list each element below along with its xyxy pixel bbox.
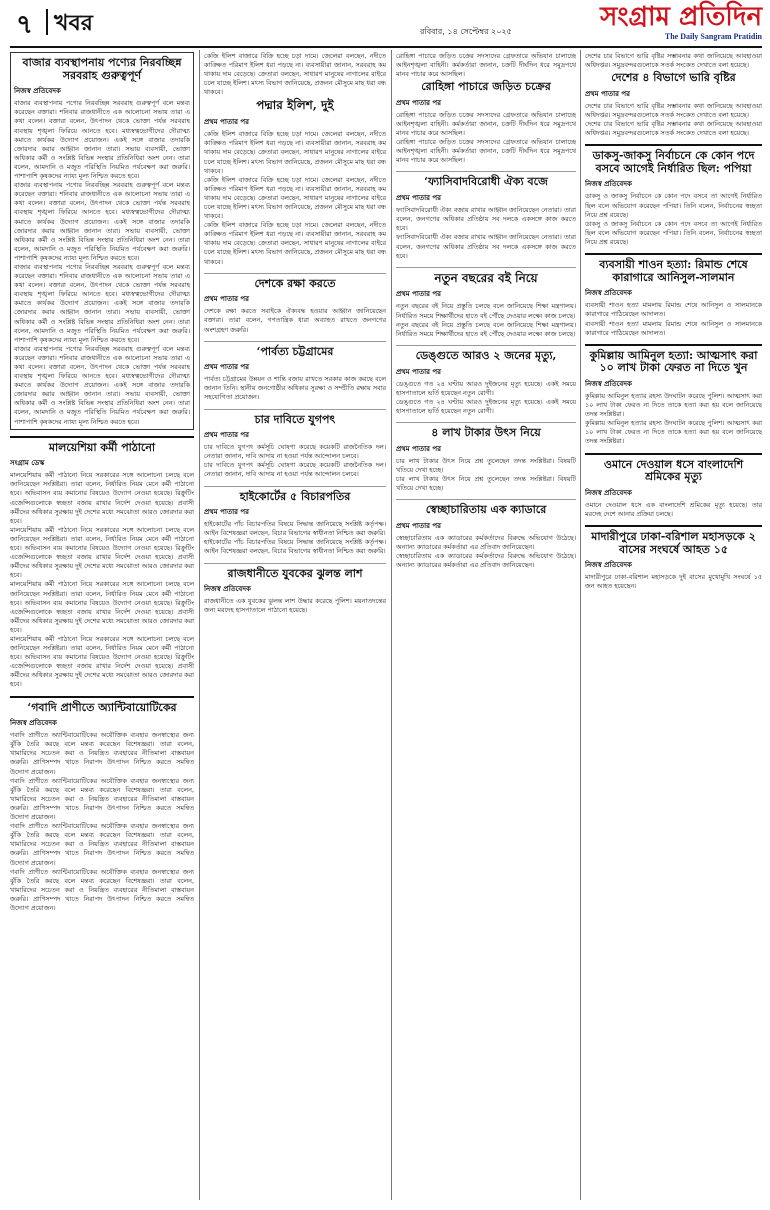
article-byline: নিজস্ব প্রতিবেদক	[204, 585, 251, 594]
divider	[396, 422, 576, 423]
article-body: পার্বত্য চট্টগ্রামের উন্নয়ন ও শান্তি বজায় রাখতে সরকার কাজ করছে বলে জানান তিনি। স্থানীয় জনগোষ্ঠীর অধিকার সুরক্ষা ও সম্প্রীতি রক্ষায় সবার সহযোগিতা প্রয়োজন।	[204, 375, 386, 402]
continued-body: দেশের চার বিভাগে ভারি বৃষ্টির সম্ভাবনার কথা জানিয়েছে আবহাওয়া অধিদপ্তর। সমুদ্রবন্দরগুলোকে সতর্ক সংকেত দেখাতে বলা হয়েছে।	[585, 52, 762, 70]
column-divider	[580, 50, 581, 1200]
section-title: খবর	[54, 10, 93, 36]
divider	[204, 273, 386, 274]
continued-body: রোহিঙ্গা পাচারে জড়িত চক্রের সদস্যদের গ্রেফতারে অভিযান চালাচ্ছে আইনশৃঙ্খলা বাহিনী। কর্মকর্তারা জানান, চক্রটি দীর্ঘদিন ধরে সমুদ্রপথে মানব পাচার করে আসছিল।	[396, 52, 576, 79]
article-body: ওমানে দেওয়াল ধসে এক বাংলাদেশি শ্রমিকের মৃত্যু হয়েছে। তার মরদেহ দেশে আনার প্রক্রিয়া চলছে।	[585, 500, 762, 518]
article-headline[interactable]: কুমিল্লায় আমিনুল হত্যা: আত্মসাৎ করা ১০ লাখ টাকা ফেরত না দিতে খুন	[589, 348, 758, 375]
article-antibiotic	[10, 696, 194, 914]
article-body: কেজি ইলিশ বাজারে বিক্রি হচ্ছে চড়া দামে। জেলেরা বলছেন, নদীতে কাঙ্ক্ষিত পরিমাণ ইলিশ ধরা পড়ছে না। ব্যবসায়ীরা জানান, সরবরাহ কম থাকায় দাম বেড়েছে। ক্রেতারা বলছেন, সাধারণ মানুষের নাগালের বাইরে চলে যাচ্ছে ইলিশ। মৎস্য বিভাগ জানিয়েছে, প্রজনন মৌসুমে মাছ ধরা বন্ধ থাকবে।	[204, 175, 386, 221]
article-headline[interactable]: ডেঙ্গুতে আরও ২ জনের মৃত্যু,	[415, 348, 557, 362]
article-headline[interactable]: রোহিঙ্গা পাচারে জড়িত চক্রের	[421, 80, 551, 94]
article-byline: নিজস্ব প্রতিবেদক	[585, 180, 632, 189]
article-rohingya	[396, 81, 576, 165]
article-headline[interactable]: ওমানে দেওয়াল ধসে বাংলাদেশি শ্রমিকের মৃত্যু	[603, 457, 744, 484]
article-byline: প্রথম পাতার পর	[396, 444, 442, 453]
article-headline[interactable]: মাদারীপুরে ঢাকা-বরিশাল মহাসড়কে ২ বাসের সংঘর্ষে আহত ১৫	[591, 530, 756, 556]
article-body: চার দাবিতে যুগপৎ কর্মসূচি ঘোষণা করেছে কয়েকটি রাজনৈতিক দল। নেতারা জানান, দাবি আদায় না হওয়া পর্যন্ত আন্দোলন চলবে।	[204, 443, 386, 461]
article-headline[interactable]: রাজধানীতে যুবকের ঝুলন্ত লাশ	[227, 566, 363, 580]
article-body: গবাদি প্রাণীতে অ্যান্টিবায়োটিকের অযৌক্তিক ব্যবহার জনস্বাস্থ্যের জন্য ঝুঁকি তৈরি করছে বলে মন্তব্য করেছেন বিশেষজ্ঞরা। তারা বলেন, খামারিদের সচেতন করা ও নিয়ন্ত্রিত ব্যবহারের নীতিমালা বাস্তবায়ন জরুরি। প্রাণিসম্পদ খাতে নিরাপদ উৎপাদন নিশ্চিত করতে সমন্বিত উদ্যোগ প্রয়োজন।	[10, 731, 194, 776]
article-headline[interactable]: দেশের ৪ বিভাগে ভারি বৃষ্টির	[611, 71, 736, 85]
article-body: হাইকোর্টের পাঁচ বিচারপতির বিষয়ে সিদ্ধান্ত জানিয়েছে সংশ্লিষ্ট কর্তৃপক্ষ। আইন বিশেষজ্ঞরা বলছেন, বিচার বিভাগের স্বাধীনতা নিশ্চিত করা জরুরি।	[204, 520, 386, 538]
masthead-title: সংগ্রাম প্রতিদিন	[600, 2, 762, 32]
article-byline: প্রথম পাতার পর	[204, 363, 250, 372]
article-books	[396, 272, 576, 339]
divider	[204, 341, 386, 342]
article-byline: প্রথম পাতার পর	[396, 194, 442, 203]
article-headline[interactable]: দেশকে রক্ষা করতে	[254, 276, 336, 290]
article-body: চার দাবিতে যুগপৎ কর্মসূচি ঘোষণা করেছে কয়েকটি রাজনৈতিক দল। নেতারা জানান, দাবি আদায় না হওয়া পর্যন্ত আন্দোলন চলবে।	[204, 461, 386, 479]
article-body: ব্যবসায়ী শাওন হত্যা মামলায় রিমান্ড শেষে আনিসুল ও সালমানকে কারাগারে পাঠিয়েছেন আদালত।	[585, 319, 762, 337]
article-body: ডেঙ্গুতে গত ২৪ ঘণ্টায় আরও দুইজনের মৃত্যু হয়েছে। একই সময়ে হাসপাতালে ভর্তি হয়েছেন নতুন রোগী।	[396, 397, 576, 415]
article-oman	[585, 453, 762, 519]
article-madaripur	[585, 525, 762, 591]
column-1	[10, 52, 194, 1202]
masthead	[592, 2, 762, 42]
article-market	[10, 52, 194, 430]
divider	[396, 499, 576, 500]
article-body: নতুন বছরের বই নিয়ে প্রস্তুতি চলছে বলে জানিয়েছে শিক্ষা মন্ত্রণালয়। নির্ধারিত সময়ে শিক্ষার্থীদের হাতে বই পৌঁছে দেওয়ার লক্ষ্যে কাজ চলছে।	[396, 302, 576, 320]
divider	[396, 267, 576, 268]
article-body: ডেঙ্গুতে গত ২৪ ঘণ্টায় আরও দুইজনের মৃত্যু হয়েছে। একই সময়ে হাসপাতালে ভর্তি হয়েছেন নতুন রোগী।	[396, 379, 576, 397]
masthead-subtitle: The Daily Sangram Pratidin	[664, 32, 762, 41]
article-headline[interactable]: হাইকোর্টের ৫ বিচারপতির	[239, 489, 351, 503]
article-body: বাজার ব্যবস্থাপনায় পণ্যের নিরবচ্ছিন্ন সরবরাহ গুরুত্বপূর্ণ বলে মন্তব্য করেছেন বক্তারা। শনিবার রাজধানীতে এক আলোচনা সভায় তারা এ কথা বলেন। বক্তারা বলেন, উৎপাদন থেকে ভোক্তা পর্যন্ত সরবরাহ ব্যবস্থায় শৃঙ্খলা ফিরিয়ে আনতে হবে। মধ্যস্বত্বভোগীদের দৌরাত্ম্য কমাতে কার্যকর উদ্যোগ প্রয়োজন। একই সঙ্গে বাজার তদারকি জোরদার করার আহ্বান জানান তারা। সভায় ব্যবসায়ী, ভোক্তা অধিকার কর্মী ও সংশ্লিষ্ট বিভিন্ন সংস্থার প্রতিনিধিরা অংশ নেন। তারা বলেন, আমদানি ও মজুত পরিস্থিতি নিয়মিত পর্যবেক্ষণ করা জরুরি। পাশাপাশি কৃষকদের ন্যায্য মূল্য নিশ্চিত করতে হবে।	[14, 262, 190, 344]
article-headline[interactable]: মালয়েশিয়া কর্মী পাঠানো	[48, 440, 156, 454]
article-headline[interactable]: নতুন বছরের বই নিয়ে	[434, 270, 538, 285]
article-hilsa	[204, 99, 386, 266]
article-byline: নিজস্ব প্রতিবেদক	[585, 289, 632, 298]
divider	[396, 171, 576, 172]
article-body: মালয়েশিয়ায় কর্মী পাঠানো নিয়ে সরকারের সঙ্গে আলোচনা চলছে বলে জানিয়েছেন সংশ্লিষ্টরা। তারা বলেন, নির্ধারিত নিয়ম মেনে কর্মী পাঠানো হবে। অভিবাসন ব্যয় কমানোর বিষয়েও উদ্যোগ নেওয়া হয়েছে। রিক্রুটিং এজেন্সিগুলোকে স্বচ্ছতা বজায় রাখার নির্দেশ দেওয়া হয়েছে। প্রবাসী কর্মীদের অধিকার সুরক্ষায় দুই দেশের মধ্যে সমঝোতা আরও জোরদার করা হবে।	[10, 580, 194, 634]
article-body: স্বেচ্ছাচারিতায় এক ক্যাডারের কর্মকর্তাদের বিরুদ্ধে অভিযোগ উঠেছে। অন্যান্য ক্যাডারের কর্মকর্তারা এর প্রতিবাদ জানিয়েছেন।	[396, 533, 576, 551]
article-hc	[204, 491, 386, 557]
article-rain	[585, 72, 762, 138]
page-number: ৭	[16, 10, 33, 40]
article-shaon	[585, 253, 762, 338]
article-byline: প্রথম পাতার পর	[396, 521, 442, 530]
article-body-found	[204, 568, 386, 616]
article-body: মালয়েশিয়ায় কর্মী পাঠানো নিয়ে সরকারের সঙ্গে আলোচনা চলছে বলে জানিয়েছেন সংশ্লিষ্টরা। তারা বলেন, নির্ধারিত নিয়ম মেনে কর্মী পাঠানো হবে। অভিবাসন ব্যয় কমানোর বিষয়েও উদ্যোগ নেওয়া হয়েছে। রিক্রুটিং এজেন্সিগুলোকে স্বচ্ছতা বজায় রাখার নির্দেশ দেওয়া হয়েছে। প্রবাসী কর্মীদের অধিকার সুরক্ষায় দুই দেশের মধ্যে সমঝোতা আরও জোরদার করা হবে।	[10, 525, 194, 580]
article-body: মালয়েশিয়ায় কর্মী পাঠানো নিয়ে সরকারের সঙ্গে আলোচনা চলছে বলে জানিয়েছেন সংশ্লিষ্টরা। তারা বলেন, নির্ধারিত নিয়ম মেনে কর্মী পাঠানো হবে। অভিবাসন ব্যয় কমানোর বিষয়েও উদ্যোগ নেওয়া হয়েছে। রিক্রুটিং এজেন্সিগুলোকে স্বচ্ছতা বজায় রাখার নির্দেশ দেওয়া হয়েছে। প্রবাসী কর্মীদের অধিকার সুরক্ষায় দুই দেশের মধ্যে সমঝোতা আরও জোরদার করা হবে।	[10, 634, 194, 689]
article-body: ডাকসু ও জাকসু নির্বাচনে কে কোন পদে বসবে তা আগেই নির্ধারিত ছিল বলে অভিযোগ করেছেন পপিয়া। তিনি বলেন, নির্বাচনের স্বচ্ছতা নিয়ে প্রশ্ন রয়েছে।	[585, 192, 762, 219]
article-headline[interactable]: পদ্মার ইলিশ, দুই	[256, 98, 334, 113]
column-4	[585, 52, 762, 1202]
article-body: ডাকসু ও জাকসু নির্বাচনে কে কোন পদে বসবে তা আগেই নির্ধারিত ছিল বলে অভিযোগ করেছেন পপিয়া। তিনি বলেন, নির্বাচনের স্বচ্ছতা নিয়ে প্রশ্ন রয়েছে।	[585, 219, 762, 246]
article-byline: সংগ্রাম ডেস্ক	[10, 459, 45, 468]
article-dengue	[396, 350, 576, 416]
divider	[204, 409, 386, 410]
article-body: বাজার ব্যবস্থাপনায় পণ্যের নিরবচ্ছিন্ন সরবরাহ গুরুত্বপূর্ণ বলে মন্তব্য করেছেন বক্তারা। শনিবার রাজধানীতে এক আলোচনা সভায় তারা এ কথা বলেন। বক্তারা বলেন, উৎপাদন থেকে ভোক্তা পর্যন্ত সরবরাহ ব্যবস্থায় শৃঙ্খলা ফিরিয়ে আনতে হবে। মধ্যস্বত্বভোগীদের দৌরাত্ম্য কমাতে কার্যকর উদ্যোগ প্রয়োজন। একই সঙ্গে বাজার তদারকি জোরদার করার আহ্বান জানান তারা। সভায় ব্যবসায়ী, ভোক্তা অধিকার কর্মী ও সংশ্লিষ্ট বিভিন্ন সংস্থার প্রতিনিধিরা অংশ নেন। তারা বলেন, আমদানি ও মজুত পরিস্থিতি নিয়মিত পর্যবেক্ষণ করা জরুরি। পাশাপাশি কৃষকদের ন্যায্য মূল্য নিশ্চিত করতে হবে।	[14, 181, 190, 262]
article-body: নতুন বছরের বই নিয়ে প্রস্তুতি চলছে বলে জানিয়েছে শিক্ষা মন্ত্রণালয়। নির্ধারিত সময়ে শিক্ষার্থীদের হাতে বই পৌঁছে দেওয়ার লক্ষ্যে কাজ চলছে।	[396, 320, 576, 338]
article-body: চার লাখ টাকার উৎস নিয়ে প্রশ্ন তুলেছেন তদন্ত সংশ্লিষ্টরা। বিষয়টি খতিয়ে দেখা হচ্ছে।	[396, 474, 576, 492]
article-headline[interactable]: ‘পার্বত্য চট্টগ্রামের	[256, 344, 334, 358]
article-headline[interactable]: স্বেচ্ছাচারিতায় এক ক্যাডারে	[425, 502, 547, 516]
article-headline[interactable]: চার দাবিতে যুগপৎ	[254, 412, 336, 426]
article-body: কেজি ইলিশ বাজারে বিক্রি হচ্ছে চড়া দামে। জেলেরা বলছেন, নদীতে কাঙ্ক্ষিত পরিমাণ ইলিশ ধরা পড়ছে না। ব্যবসায়ীরা জানান, সরবরাহ কম থাকায় দাম বেড়েছে। ক্রেতারা বলছেন, সাধারণ মানুষের নাগালের বাইরে চলে যাচ্ছে ইলিশ। মৎস্য বিভাগ জানিয়েছে, প্রজনন মৌসুমে মাছ ধরা বন্ধ থাকবে।	[204, 130, 386, 175]
article-kumilla	[585, 344, 762, 447]
article-body: দেশকে রক্ষা করতে সবাইকে ঐক্যবদ্ধ হওয়ার আহ্বান জানিয়েছেন বক্তারা। তারা বলেন, গণতান্ত্রিক ধারা অব্যাহত রাখতে জনগণের অংশগ্রহণ জরুরি।	[204, 307, 386, 334]
article-byline: প্রথম পাতার পর	[396, 98, 442, 107]
article-byline: নিজস্ব প্রতিবেদক	[585, 488, 632, 497]
article-byline: নিজস্ব প্রতিবেদক	[14, 87, 61, 96]
article-body: বাজার ব্যবস্থাপনায় পণ্যের নিরবচ্ছিন্ন সরবরাহ গুরুত্বপূর্ণ বলে মন্তব্য করেছেন বক্তারা। শনিবার রাজধানীতে এক আলোচনা সভায় তারা এ কথা বলেন। বক্তারা বলেন, উৎপাদন থেকে ভোক্তা পর্যন্ত সরবরাহ ব্যবস্থায় শৃঙ্খলা ফিরিয়ে আনতে হবে। মধ্যস্বত্বভোগীদের দৌরাত্ম্য কমাতে কার্যকর উদ্যোগ প্রয়োজন। একই সঙ্গে বাজার তদারকি জোরদার করার আহ্বান জানান তারা। সভায় ব্যবসায়ী, ভোক্তা অধিকার কর্মী ও সংশ্লিষ্ট বিভিন্ন সংস্থার প্রতিনিধিরা অংশ নেন। তারা বলেন, আমদানি ও মজুত পরিস্থিতি নিয়মিত পর্যবেক্ষণ করা জরুরি। পাশাপাশি কৃষকদের ন্যায্য মূল্য নিশ্চিত করতে হবে।	[14, 99, 190, 181]
article-headline[interactable]: ৪ লাখ টাকার উৎস নিয়ে	[431, 425, 541, 439]
article-body: গবাদি প্রাণীতে অ্যান্টিবায়োটিকের অযৌক্তিক ব্যবহার জনস্বাস্থ্যের জন্য ঝুঁকি তৈরি করছে বলে মন্তব্য করেছেন বিশেষজ্ঞরা। তারা বলেন, খামারিদের সচেতন করা ও নিয়ন্ত্রিত ব্যবহারের নীতিমালা বাস্তবায়ন জরুরি। প্রাণিসম্পদ খাতে নিরাপদ উৎপাদন নিশ্চিত করতে সমন্বিত উদ্যোগ প্রয়োজন।	[10, 776, 194, 822]
article-headline[interactable]: ব্যবসায়ী শাওন হত্যা: রিমান্ড শেষে কারাগারে আনিসুল-সালমান	[599, 258, 748, 284]
dateline: রবিবার, ১৪ সেপ্টেম্বর ২০২৫	[420, 27, 512, 36]
article-body: ব্যবসায়ী শাওন হত্যা মামলায় রিমান্ড শেষে আনিসুল ও সালমানকে কারাগারে পাঠিয়েছেন আদালত।	[585, 301, 762, 319]
article-headline[interactable]: বাজার ব্যবস্থাপনায় পণ্যের নিরবচ্ছিন্ন সরবরাহ গুরুত্বপূর্ণ	[22, 56, 182, 82]
article-body: কুমিল্লায় আমিনুল হত্যার রহস্য উদঘাটন করেছে পুলিশ। আত্মসাৎ করা ১০ লাখ টাকা ফেরত না দিতে তাকে হত্যা করা হয় বলে জানিয়েছে তদন্ত সংশ্লিষ্টরা।	[585, 419, 762, 446]
article-headline[interactable]: ‘গবাদি প্রাণীতে অ্যান্টিবায়োটিকের	[27, 700, 177, 714]
article-body: দেশের চার বিভাগে ভারি বৃষ্টির সম্ভাবনার কথা জানিয়েছে আবহাওয়া অধিদপ্তর। সমুদ্রবন্দরগুলোকে সতর্ক সংকেত দেখাতে বলা হয়েছে।	[585, 101, 762, 119]
article-body: হাইকোর্টের পাঁচ বিচারপতির বিষয়ে সিদ্ধান্ত জানিয়েছে সংশ্লিষ্ট কর্তৃপক্ষ। আইন বিশেষজ্ঞরা বলছেন, বিচার বিভাগের স্বাধীনতা নিশ্চিত করা জরুরি।	[204, 538, 386, 556]
article-byline: প্রথম পাতার পর	[204, 118, 250, 127]
article-byline: প্রথম পাতার পর	[585, 89, 631, 98]
article-body: রোহিঙ্গা পাচারে জড়িত চক্রের সদস্যদের গ্রেফতারে অভিযান চালাচ্ছে আইনশৃঙ্খলা বাহিনী। কর্মকর্তারা জানান, চক্রটি দীর্ঘদিন ধরে সমুদ্রপথে মানব পাচার করে আসছিল।	[396, 110, 576, 138]
divider	[396, 345, 576, 346]
article-byline: প্রথম পাতার পর	[204, 431, 250, 440]
article-body: ফ্যাসিবাদবিরোধী ঐক্য বজায় রাখার আহ্বান জানিয়েছেন নেতারা। তারা বলেন, জনগণের অধিকার প্রতিষ্ঠায় সব দলকে একসঙ্গে কাজ করতে হবে।	[396, 233, 576, 260]
article-ducsu	[585, 144, 762, 247]
article-body: স্বেচ্ছাচারিতায় এক ক্যাডারের কর্মকর্তাদের বিরুদ্ধে অভিযোগ উঠেছে। অন্যান্য ক্যাডারের কর্মকর্তারা এর প্রতিবাদ জানিয়েছেন।	[396, 551, 576, 569]
article-body: দেশের চার বিভাগে ভারি বৃষ্টির সম্ভাবনার কথা জানিয়েছে আবহাওয়া অধিদপ্তর। সমুদ্রবন্দরগুলোকে সতর্ক সংকেত দেখাতে বলা হয়েছে।	[585, 120, 762, 138]
header-rule	[10, 46, 762, 48]
article-jubo	[204, 414, 386, 480]
article-body: গবাদি প্রাণীতে অ্যান্টিবায়োটিকের অযৌক্তিক ব্যবহার জনস্বাস্থ্যের জন্য ঝুঁকি তৈরি করছে বলে মন্তব্য করেছেন বিশেষজ্ঞরা। তারা বলেন, খামারিদের সচেতন করা ও নিয়ন্ত্রিত ব্যবহারের নীতিমালা বাস্তবায়ন জরুরি। প্রাণিসম্পদ খাতে নিরাপদ উৎপাদন নিশ্চিত করতে সমন্বিত উদ্যোগ প্রয়োজন।	[10, 867, 194, 912]
article-byline: প্রথম পাতার পর	[396, 367, 442, 376]
column-divider	[391, 50, 392, 1200]
article-body: বাজার ব্যবস্থাপনায় পণ্যের নিরবচ্ছিন্ন সরবরাহ গুরুত্বপূর্ণ বলে মন্তব্য করেছেন বক্তারা। শনিবার রাজধানীতে এক আলোচনা সভায় তারা এ কথা বলেন। বক্তারা বলেন, উৎপাদন থেকে ভোক্তা পর্যন্ত সরবরাহ ব্যবস্থায় শৃঙ্খলা ফিরিয়ে আনতে হবে। মধ্যস্বত্বভোগীদের দৌরাত্ম্য কমাতে কার্যকর উদ্যোগ প্রয়োজন। একই সঙ্গে বাজার তদারকি জোরদার করার আহ্বান জানান তারা। সভায় ব্যবসায়ী, ভোক্তা অধিকার কর্মী ও সংশ্লিষ্ট বিভিন্ন সংস্থার প্রতিনিধিরা অংশ নেন। তারা বলেন, আমদানি ও মজুত পরিস্থিতি নিয়মিত পর্যবেক্ষণ করা জরুরি। পাশাপাশি কৃষকদের ন্যায্য মূল্য নিশ্চিত করতে হবে।	[14, 344, 190, 426]
article-headline[interactable]: ‘ফ্যাসিবাদবিরোধী ঐক্য বজে	[424, 175, 548, 189]
page-header	[0, 0, 770, 46]
article-headline[interactable]: ডাকসু-জাকসু নির্বাচনে কে কোন পদে বসবে আগেই নির্ধারিত ছিল: পপিয়া	[592, 149, 755, 175]
article-body: চার লাখ টাকার উৎস নিয়ে প্রশ্ন তুলেছেন তদন্ত সংশ্লিষ্টরা। বিষয়টি খতিয়ে দেখা হচ্ছে।	[396, 456, 576, 474]
column-3	[396, 52, 576, 1202]
article-body: কুমিল্লায় আমিনুল হত্যার রহস্য উদঘাটন করেছে পুলিশ। আত্মসাৎ করা ১০ লাখ টাকা ফেরত না দিতে তাকে হত্যা করা হয় বলে জানিয়েছে তদন্ত সংশ্লিষ্টরা।	[585, 391, 762, 419]
article-byline: প্রথম পাতার পর	[204, 508, 250, 517]
column-2	[204, 52, 386, 1202]
article-body: গবাদি প্রাণীতে অ্যান্টিবায়োটিকের অযৌক্তিক ব্যবহার জনস্বাস্থ্যের জন্য ঝুঁকি তৈরি করছে বলে মন্তব্য করেছেন বিশেষজ্ঞরা। তারা বলেন, খামারিদের সচেতন করা ও নিয়ন্ত্রিত ব্যবহারের নীতিমালা বাস্তবায়ন জরুরি। প্রাণিসম্পদ খাতে নিরাপদ উৎপাদন নিশ্চিত করতে সমন্বিত উদ্যোগ প্রয়োজন।	[10, 822, 194, 867]
article-tk4lakh	[396, 427, 576, 493]
article-malaysia	[10, 436, 194, 690]
divider	[204, 486, 386, 487]
article-byline: নিজস্ব প্রতিবেদক	[585, 379, 632, 388]
article-byline: নিজস্ব প্রতিবেদক	[10, 719, 57, 728]
article-body: কেজি ইলিশ বাজারে বিক্রি হচ্ছে চড়া দামে। জেলেরা বলছেন, নদীতে কাঙ্ক্ষিত পরিমাণ ইলিশ ধরা পড়ছে না। ব্যবসায়ীরা জানান, সরবরাহ কম থাকায় দাম বেড়েছে। ক্রেতারা বলছেন, সাধারণ মানুষের নাগালের বাইরে চলে যাচ্ছে ইলিশ। মৎস্য বিভাগ জানিয়েছে, প্রজনন মৌসুমে মাছ ধরা বন্ধ থাকবে।	[204, 221, 386, 266]
article-byline: নিজস্ব প্রতিবেদক	[585, 561, 632, 570]
article-body: মাদারীপুরে ঢাকা-বরিশাল মহাসড়কে দুই বাসের মুখোমুখি সংঘর্ষে ১৫ জন আহত হয়েছেন।	[585, 573, 762, 591]
article-body: রোহিঙ্গা পাচারে জড়িত চক্রের সদস্যদের গ্রেফতারে অভিযান চালাচ্ছে আইনশৃঙ্খলা বাহিনী। কর্মকর্তারা জানান, চক্রটি দীর্ঘদিন ধরে সমুদ্রপথে মানব পাচার করে আসছিল।	[396, 138, 576, 165]
article-body: ফ্যাসিবাদবিরোধী ঐক্য বজায় রাখার আহ্বান জানিয়েছেন নেতারা। তারা বলেন, জনগণের অধিকার প্রতিষ্ঠায় সব দলকে একসঙ্গে কাজ করতে হবে।	[396, 206, 576, 233]
article-byline: প্রথম পাতার পর	[204, 295, 250, 304]
article-body: মালয়েশিয়ায় কর্মী পাঠানো নিয়ে সরকারের সঙ্গে আলোচনা চলছে বলে জানিয়েছেন সংশ্লিষ্টরা। তারা বলেন, নির্ধারিত নিয়ম মেনে কর্মী পাঠানো হবে। অভিবাসন ব্যয় কমানোর বিষয়েও উদ্যোগ নেওয়া হয়েছে। রিক্রুটিং এজেন্সিগুলোকে স্বচ্ছতা বজায় রাখার নির্দেশ দেওয়া হয়েছে। প্রবাসী কর্মীদের অধিকার সুরক্ষায় দুই দেশের মধ্যে সমঝোতা আরও জোরদার করা হবে।	[10, 471, 194, 525]
article-byline: প্রথম পাতার পর	[396, 290, 442, 299]
article-fascism	[396, 176, 576, 260]
article-ctg	[204, 346, 386, 403]
article-cadre	[396, 504, 576, 570]
article-country	[204, 278, 386, 335]
divider	[204, 563, 386, 564]
article-body: রাজধানীতে এক যুবকের ঝুলন্ত লাশ উদ্ধার করেছে পুলিশ। ময়নাতদন্তের জন্য মরদেহ হাসপাতালে পাঠানো হয়েছে।	[204, 597, 386, 615]
continued-body: কেজি ইলিশ বাজারে বিক্রি হচ্ছে চড়া দামে। জেলেরা বলছেন, নদীতে কাঙ্ক্ষিত পরিমাণ ইলিশ ধরা পড়ছে না। ব্যবসায়ীরা জানান, সরবরাহ কম থাকায় দাম বেড়েছে। ক্রেতারা বলছেন, সাধারণ মানুষের নাগালের বাইরে চলে যাচ্ছে ইলিশ। মৎস্য বিভাগ জানিয়েছে, প্রজনন মৌসুমে মাছ ধরা বন্ধ থাকবে।	[204, 52, 386, 97]
column-divider	[199, 50, 200, 1200]
header-divider	[46, 9, 48, 35]
